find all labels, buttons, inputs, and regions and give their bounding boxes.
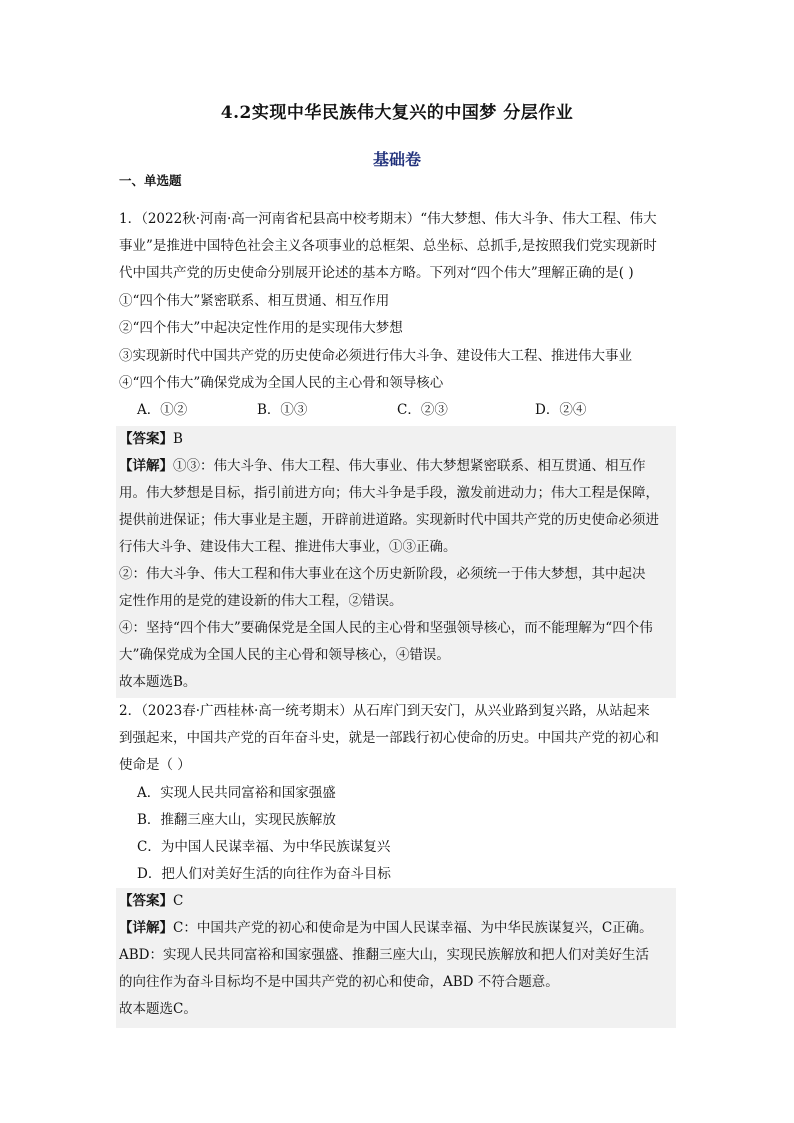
q1-analysis-text: 定性作用的是党的建设新的伟大工程，②错误。 <box>119 593 403 609</box>
q1-statement-1: ①“四个伟大”紧密联系、相互贯通、相互作用 <box>119 293 390 309</box>
q2-analysis-text: C：中国共产党的初心和使命是为中国人民谋幸福、为中华民族谋复兴，C正确。 <box>173 920 653 936</box>
q1-analysis-text: 用。伟大梦想是目标，指引前进方向；伟大斗争是手段，激发前进动力；伟大工程是保障， <box>119 485 659 501</box>
q2-stem-line: 使命是（ ） <box>119 757 191 773</box>
q2-conclusion: 故本题选C。 <box>119 1001 197 1017</box>
q1-option-d[interactable]: D．②④ <box>535 402 587 418</box>
q2-answer-block <box>116 888 676 1028</box>
answer-label: 【答案】 <box>119 893 173 909</box>
q1-analysis-text: 提供前进保证；伟大事业是主题，开辟前进道路。实现新时代中国共产党的历史使命必须进 <box>119 512 659 528</box>
q1-analysis-line <box>119 453 646 480</box>
q1-analysis-text: ④：坚持“四个伟大”要确保党是全国人民的主心骨和坚强领导核心，而不能理解为“四个伟 <box>119 620 653 636</box>
q1-stem-line: 事业”是推进中国特色社会主义各项事业的总框架、总坐标、总抓手,是按照我们党实现新时 <box>119 238 657 254</box>
q1-statement-2: ②“四个伟大”中起决定性作用的是实现伟大梦想 <box>119 320 403 336</box>
q1-answer-line <box>119 426 183 453</box>
q1-stem-line: 1．（2022秋·河南·高一河南省杞县高中校考期末）“伟大梦想、伟大斗争、伟大工程、伟大 <box>119 211 657 227</box>
q2-answer-value: C <box>173 893 184 909</box>
q2-stem-line: 2．（2023春·广西桂林·高一统考期末）从石库门到天安门，从兴业路到复兴路，从站起来 <box>119 703 650 719</box>
q1-option-c[interactable]: C．②③ <box>397 402 448 418</box>
q1-statement-4: ④“四个伟大”确保党成为全国人民的主心骨和领导核心 <box>119 375 444 391</box>
q1-conclusion: 故本题选B。 <box>119 674 197 690</box>
q2-option-c[interactable]: C．为中国人民谋幸福、为中华民族谋复兴 <box>137 839 391 855</box>
q1-option-a[interactable]: A．①② <box>137 402 188 418</box>
page-subtitle: 基础卷 <box>372 150 421 169</box>
q2-option-a[interactable]: A．实现人民共同富裕和国家强盛 <box>137 785 336 801</box>
q1-stem-line: 代中国共产党的历史使命分别展开论述的基本方略。下列对“四个伟大”理解正确的是( ) <box>119 265 634 281</box>
page-title: 4.2实现中华民族伟大复兴的中国梦 分层作业 <box>220 103 574 123</box>
q1-analysis-text: ①③：伟大斗争、伟大工程、伟大事业、伟大梦想紧密联系、相互贯通、相互作 <box>173 458 646 474</box>
q1-analysis-text: 行伟大斗争、建设伟大工程、推进伟大事业，①③正确。 <box>119 539 457 555</box>
q2-analysis-text: 的向往作为奋斗目标均不是中国共产党的初心和使命，ABD 不符合题意。 <box>119 974 559 990</box>
q2-answer-line <box>119 888 183 915</box>
section-heading: 一、单选题 <box>119 173 182 188</box>
q1-analysis-text: ②：伟大斗争、伟大工程和伟大事业在这个历史新阶段，必须统一于伟大梦想，其中起决 <box>119 566 646 582</box>
q2-option-b[interactable]: B．推翻三座大山，实现民族解放 <box>137 812 336 828</box>
analysis-label: 【详解】 <box>119 458 173 474</box>
analysis-label: 【详解】 <box>119 920 173 936</box>
q2-option-d[interactable]: D．把人们对美好生活的向往作为奋斗目标 <box>137 866 391 882</box>
q1-answer-value: B <box>173 431 183 447</box>
q1-answer-block <box>116 426 676 698</box>
q2-analysis-line <box>119 915 653 942</box>
q2-stem-line: 到强起来，中国共产党的百年奋斗史，就是一部践行初心使命的历史。中国共产党的初心和 <box>119 730 659 746</box>
q1-option-b[interactable]: B．①③ <box>257 402 308 418</box>
q1-statement-3: ③实现新时代中国共产党的历史使命必须进行伟大斗争、建设伟大工程、推进伟大事业 <box>119 348 632 364</box>
q2-analysis-text: ABD：实现人民共同富裕和国家强盛、推翻三座大山，实现民族解放和把人们对美好生活 <box>119 947 649 963</box>
q1-analysis-text: 大”确保党成为全国人民的主心骨和领导核心，④错误。 <box>119 647 450 663</box>
answer-label: 【答案】 <box>119 431 173 447</box>
